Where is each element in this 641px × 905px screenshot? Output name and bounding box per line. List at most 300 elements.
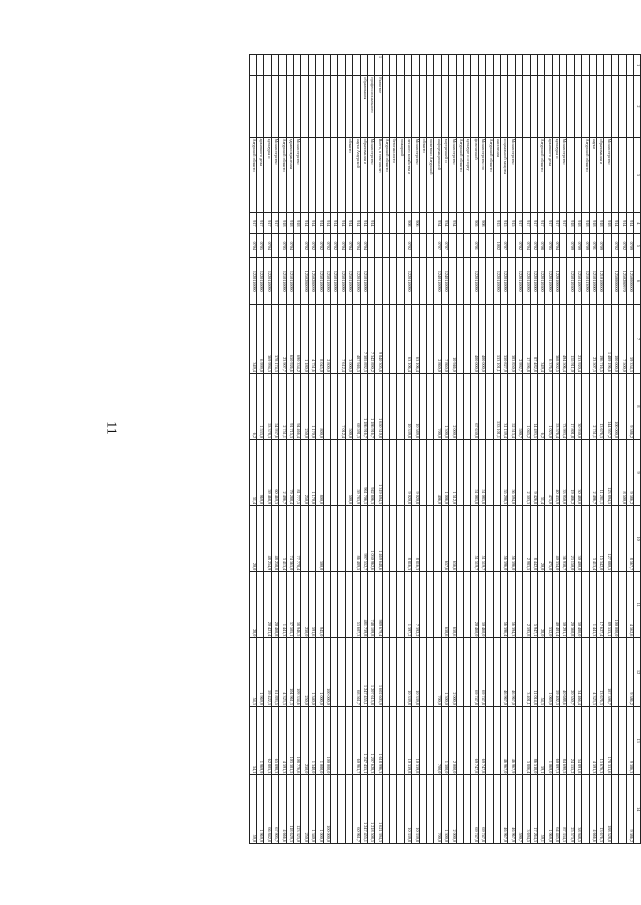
table-cell: 187 398,7 (604, 638, 611, 707)
table-cell: 1 300,0 (441, 638, 448, 707)
table-cell (330, 572, 337, 638)
table-cell (464, 439, 471, 505)
table-cell: 1 650 310,8 (375, 373, 382, 439)
table-cell (382, 258, 389, 305)
table-cell: 1210113090 (582, 258, 589, 305)
table-cell (493, 439, 500, 505)
table-cell (478, 76, 485, 137)
table-cell: Амурской области (382, 137, 389, 213)
table-cell: 700,0 (434, 373, 441, 439)
table-cell: Министерство (367, 137, 374, 213)
table-cell (419, 638, 426, 707)
table-cell: 8 567,7 (626, 506, 633, 572)
table-header-row (634, 55, 641, 844)
table-cell: 0704 (264, 234, 271, 258)
table-cell (582, 706, 589, 775)
table-cell (471, 76, 478, 137)
table-cell (449, 76, 456, 137)
table-cell (279, 55, 286, 76)
table-cell: 94 466,4 (294, 373, 301, 439)
table-cell: 1210110090 (286, 258, 293, 305)
table-cell: 40 435,9 (552, 439, 559, 505)
table-cell: 400 000,0 (478, 305, 485, 374)
table-cell: 1 069,0 (545, 638, 552, 707)
table-cell: 1220110090 (471, 258, 478, 305)
table-cell: 997 552,7 (360, 506, 367, 572)
table-row (412, 55, 419, 844)
table-cell: 59 422,3 (264, 638, 271, 707)
table-cell (611, 506, 618, 572)
table-cell: 934 (441, 213, 448, 234)
table-cell: 30 400,0 (574, 506, 581, 572)
table-cell (257, 76, 264, 137)
table-cell: 0702 (515, 234, 522, 258)
table-cell (419, 234, 426, 258)
table-cell (471, 55, 478, 76)
table-cell (338, 137, 345, 213)
table-cell (486, 775, 493, 844)
table-cell: Амурской области (456, 137, 463, 213)
table-cell (478, 373, 485, 439)
table-cell: 533 101,1 (493, 373, 500, 439)
table-cell: 1 300,0 (441, 706, 448, 775)
table-cell: 10 339,8 (404, 373, 411, 439)
table-cell (486, 506, 493, 572)
table-cell: 1 247 455,1 (360, 638, 367, 707)
table-cell: 6,2 (249, 373, 256, 439)
table-cell (390, 305, 397, 374)
table-cell: 0702 (619, 234, 626, 258)
table-cell: 1220110090 (404, 258, 411, 305)
table-row (316, 55, 323, 844)
table-cell: 250,0 (301, 638, 308, 707)
table-row (582, 55, 589, 844)
table-cell: 378 174,3 (271, 305, 278, 374)
column-header: 14 (634, 775, 641, 844)
table-cell (434, 55, 441, 76)
table-cell: 59,1 (537, 775, 544, 844)
table-row (353, 55, 360, 844)
table-cell: 906 (412, 213, 419, 234)
table-cell: 250,0 (301, 439, 308, 505)
table-cell: 915 (493, 213, 500, 234)
table-cell: 34 891,8 (574, 706, 581, 775)
table-cell: 500,0 (345, 373, 352, 439)
table-cell (382, 506, 389, 572)
table-cell: 1250110500 (567, 258, 574, 305)
table-cell: 1002 (493, 234, 500, 258)
table-row (500, 55, 507, 844)
table-cell: 8 816,3 (412, 506, 419, 572)
table-cell: 100 000,0 (611, 305, 618, 374)
table-cell (419, 439, 426, 505)
table-cell: Министерство (604, 137, 611, 213)
table-cell (330, 506, 337, 572)
table-cell: 1 340,0 (308, 706, 315, 775)
table-cell: 1 489 196,6 (604, 305, 611, 374)
table-cell: 918 (279, 213, 286, 234)
table-cell: 9 386,2 (626, 638, 633, 707)
table-cell (419, 305, 426, 374)
table-cell: 59 402,3 (552, 638, 559, 707)
table-cell (271, 258, 278, 305)
table-cell (375, 234, 382, 258)
table-row (567, 55, 574, 844)
table-cell (464, 775, 471, 844)
table-cell (582, 305, 589, 374)
table-cell: 40 688,6 (560, 638, 567, 707)
table-cell: 908 (404, 213, 411, 234)
table-cell: 30 460,0 (478, 572, 485, 638)
table-cell (508, 55, 515, 76)
column-header: 3 (634, 137, 641, 213)
table-cell (279, 76, 286, 137)
table-cell: 9 386,2 (626, 373, 633, 439)
table-cell: 7 500,0 (619, 305, 626, 374)
table-cell: 54,3 (249, 638, 256, 707)
table-cell: 942 806,3 (367, 439, 374, 505)
table-cell (456, 572, 463, 638)
table-row (264, 55, 271, 844)
table-cell (345, 506, 352, 572)
table-cell (486, 638, 493, 707)
table-cell (397, 76, 404, 137)
table-cell: 6 999,0 (257, 305, 264, 374)
table-cell: 475,0 (545, 439, 552, 505)
table-cell: 4 323,3 (279, 638, 286, 707)
table-cell (515, 706, 522, 775)
table-cell: 1 469 648,6 (375, 506, 382, 572)
table-cell: науки Амурской (353, 137, 360, 213)
table-cell (486, 373, 493, 439)
table-cell: 914 (308, 213, 315, 234)
table-cell (367, 55, 374, 76)
table-cell (464, 258, 471, 305)
table-cell: 1250110090 (338, 258, 345, 305)
table-cell: 914 (301, 213, 308, 234)
table-cell: 40 334,0 (552, 506, 559, 572)
table-cell: 0708 (537, 234, 544, 258)
table-cell: 123 894,5 (604, 439, 611, 505)
table-cell (412, 55, 419, 76)
table-cell (582, 439, 589, 505)
table-cell: 2 496,7 (279, 439, 286, 505)
table-row (427, 55, 434, 844)
table-row (471, 55, 478, 844)
table-cell: 914 (367, 213, 374, 234)
table-cell (330, 305, 337, 374)
table-cell (486, 305, 493, 374)
table-cell: 10 339,8 (412, 775, 419, 844)
table-cell: 918 (286, 213, 293, 234)
table-cell: 2 860,0 (434, 305, 441, 374)
table-cell: 37 505,1 (286, 572, 293, 638)
table-cell: 56 396,0 (508, 506, 515, 572)
table-cell: 969,0 (257, 439, 264, 505)
table-cell: 63 106,4 (412, 305, 419, 374)
table-cell (397, 706, 404, 775)
table-cell (589, 76, 596, 137)
table-row (508, 55, 515, 844)
table-row (597, 55, 604, 844)
table-cell: 349,4 (249, 305, 256, 374)
table-body (249, 55, 633, 844)
table-cell: 7 612,4 (338, 305, 345, 374)
table-cell (390, 706, 397, 775)
table-cell: 2 000,0 (449, 775, 456, 844)
table-cell: 1 000,0 (316, 775, 323, 844)
table-cell (323, 506, 330, 572)
table-cell: 0707 (500, 234, 507, 258)
table-cell: 86 518,0 (530, 706, 537, 775)
table-cell (367, 234, 374, 258)
table-cell: образования и (360, 137, 367, 213)
table-cell: 400 000,0 (471, 305, 478, 374)
table-cell: 144 957,2 (604, 373, 611, 439)
table-cell: 38 946,5 (294, 572, 301, 638)
table-cell: 9 020,8 (404, 439, 411, 505)
table-cell (464, 305, 471, 374)
table-cell (508, 76, 515, 137)
table-cell: 250,0 (301, 373, 308, 439)
table-row (404, 55, 411, 844)
table-cell: внутренней и (441, 137, 448, 213)
table-row (323, 55, 330, 844)
table-cell: 54 937,6 (271, 373, 278, 439)
table-cell (308, 506, 315, 572)
table-cell: 20 421,4 (264, 572, 271, 638)
table-cell: 64 445,8 (552, 775, 559, 844)
table-row (574, 55, 581, 844)
table-cell (619, 137, 626, 213)
table-cell (264, 55, 271, 76)
table-cell: 1 207 615,8 (367, 638, 374, 707)
table-cell (360, 55, 367, 76)
table-cell (338, 706, 345, 775)
table-cell (427, 305, 434, 374)
table-cell (464, 506, 471, 572)
table-cell (611, 55, 618, 76)
table-cell (330, 638, 337, 707)
table-cell (449, 55, 456, 76)
table-cell (330, 706, 337, 775)
table-row (390, 55, 397, 844)
table-cell: 38 948,5 (574, 775, 581, 844)
table-cell (419, 55, 426, 76)
table-row (589, 55, 596, 844)
table-cell: культуры и (552, 137, 559, 213)
table-cell: 590,7 (515, 373, 522, 439)
table-cell: 100 000,0 (323, 706, 330, 775)
table-cell: 0704 (249, 234, 256, 258)
table-cell (382, 213, 389, 234)
table-cell: населения (493, 137, 500, 213)
table-cell: 1 300,0 (441, 373, 448, 439)
table-cell: 8 045,0 (316, 305, 323, 374)
table-cell: 233 920,4 (574, 305, 581, 374)
table-cell: 0702 (301, 234, 308, 258)
table-cell (515, 439, 522, 505)
table-cell (456, 213, 463, 234)
table-cell: 23 150,0 (567, 506, 574, 572)
table-cell: 914 (316, 213, 323, 234)
table-cell (611, 706, 618, 775)
table-cell (456, 258, 463, 305)
column-header: 11 (634, 572, 641, 638)
table-cell (294, 258, 301, 305)
table-row (619, 55, 626, 844)
table-cell: 54,3 (537, 638, 544, 707)
table-cell: безопасности (390, 137, 397, 213)
table-cell: 17 264,3 (530, 775, 537, 844)
table-cell: 13 676,3 (597, 775, 604, 844)
table-row (279, 55, 286, 844)
table-cell: 33 950,0 (560, 439, 567, 505)
table-cell: 0701 (589, 234, 596, 258)
table-cell: 59 468,9 (264, 439, 271, 505)
table-cell: 1 441,3 (279, 572, 286, 638)
table-cell (427, 775, 434, 844)
table-cell (323, 439, 330, 505)
table-cell: 914 (353, 213, 360, 234)
table-cell (464, 638, 471, 707)
table-cell: 1220110500 (537, 258, 544, 305)
table-cell: 3 000,0 (345, 305, 352, 374)
table-cell (316, 55, 323, 76)
table-cell: 1250000000 (611, 258, 618, 305)
table-cell: 917 (523, 213, 530, 234)
table-cell: 100 000,0 (323, 775, 330, 844)
table-cell (604, 234, 611, 258)
table-cell (464, 706, 471, 775)
table-cell: 908 (478, 213, 485, 234)
table-row (449, 55, 456, 844)
table-cell: 1 397,2 (404, 572, 411, 638)
table-cell (611, 137, 618, 213)
table-cell (316, 76, 323, 137)
table-row (537, 55, 544, 844)
table-cell: 1 069,0 (545, 706, 552, 775)
table-row (604, 55, 611, 844)
table-cell (456, 706, 463, 775)
table-cell (537, 76, 544, 137)
table-cell: 0709 (574, 234, 581, 258)
table-cell: 3 413,4 (589, 506, 596, 572)
table-cell (523, 55, 530, 76)
table-cell (560, 76, 567, 137)
table-cell: 0702 (611, 234, 618, 258)
table-cell: 87 482,8 (530, 305, 537, 374)
table-cell (456, 234, 463, 258)
table-cell: 368 902,5 (552, 305, 559, 374)
table-cell: 0704 (523, 234, 530, 258)
table-cell: 1250110090 (345, 258, 352, 305)
table-cell (560, 55, 567, 76)
table-cell: 20,0 (537, 506, 544, 572)
table-cell (338, 572, 345, 638)
table-cell: 1220110090 (493, 258, 500, 305)
table-cell: 46 967,9 (508, 706, 515, 775)
table-cell: 28,0 (249, 572, 256, 638)
table-cell: 63 106,4 (404, 305, 411, 374)
table-cell: области (345, 137, 352, 213)
table-cell: 0709 (597, 234, 604, 258)
table-cell: 1240110090 (434, 258, 441, 305)
table-cell: 1 006,0 (441, 439, 448, 505)
table-cell (419, 506, 426, 572)
table-cell: 914 (345, 213, 352, 234)
table-cell: 69 591,3 (353, 373, 360, 439)
table-cell: архивного дела (545, 137, 552, 213)
table-cell (353, 55, 360, 76)
table-cell: 1210110000 (589, 258, 596, 305)
table-cell: 0707 (434, 234, 441, 258)
table-cell: 51 085,8 (471, 439, 478, 505)
table-cell (382, 305, 389, 374)
table-cell: 914 (338, 213, 345, 234)
table-cell (486, 439, 493, 505)
table-cell (404, 55, 411, 76)
table-cell: 918 (589, 213, 596, 234)
table-cell: 11 014,8 (530, 638, 537, 707)
table-cell: 656,6 (449, 506, 456, 572)
table-cell: 7 305 892,3 (360, 305, 367, 374)
table-cell: 25 573,9 (567, 775, 574, 844)
table-cell: 30 930,0 (574, 373, 581, 439)
table-cell: 1240110090 (441, 258, 448, 305)
table-cell: 917 (264, 213, 271, 234)
table-cell (419, 706, 426, 775)
table-cell: 6 376,0 (545, 305, 552, 374)
table-row (441, 55, 448, 844)
table-cell (515, 638, 522, 707)
table-cell (486, 76, 493, 137)
table-cell: 905 (471, 213, 478, 234)
table-cell (441, 55, 448, 76)
table-cell (419, 373, 426, 439)
table-cell: 1 533,0 (257, 373, 264, 439)
table-cell (382, 638, 389, 707)
table-cell: 67 630,8 (471, 373, 478, 439)
table-cell: политики Амурской (427, 137, 434, 213)
table-cell: 60 961,7 (353, 775, 360, 844)
table-cell: 20 460,0 (471, 572, 478, 638)
table-cell: 13 676,3 (597, 706, 604, 775)
table-cell: 51 085,8 (478, 439, 485, 505)
table-cell: 9 386,2 (626, 775, 633, 844)
table-row (552, 55, 559, 844)
table-cell (530, 55, 537, 76)
table-cell: 1220110090 (264, 258, 271, 305)
table-cell: 15 342,0 (597, 506, 604, 572)
table-cell: Министерство (508, 137, 515, 213)
table-cell (604, 76, 611, 137)
table-cell: 123 323,0 (294, 775, 301, 844)
table-cell: 406,0 (434, 439, 441, 505)
table-cell: культуры и (264, 137, 271, 213)
table-cell: 0709 (582, 234, 589, 258)
table-cell: здравоохранения (286, 137, 293, 213)
table-cell: 59,1 (537, 706, 544, 775)
table-cell: 86 489,5 (353, 506, 360, 572)
table-cell: 69 747,8 (478, 706, 485, 775)
table-cell: 2 000,0 (449, 373, 456, 439)
table-row (294, 55, 301, 844)
table-cell: 0702 (530, 234, 537, 258)
table-cell: 4 591,3 (589, 706, 596, 775)
table-cell (345, 775, 352, 844)
table-cell: 700,0 (434, 775, 441, 844)
